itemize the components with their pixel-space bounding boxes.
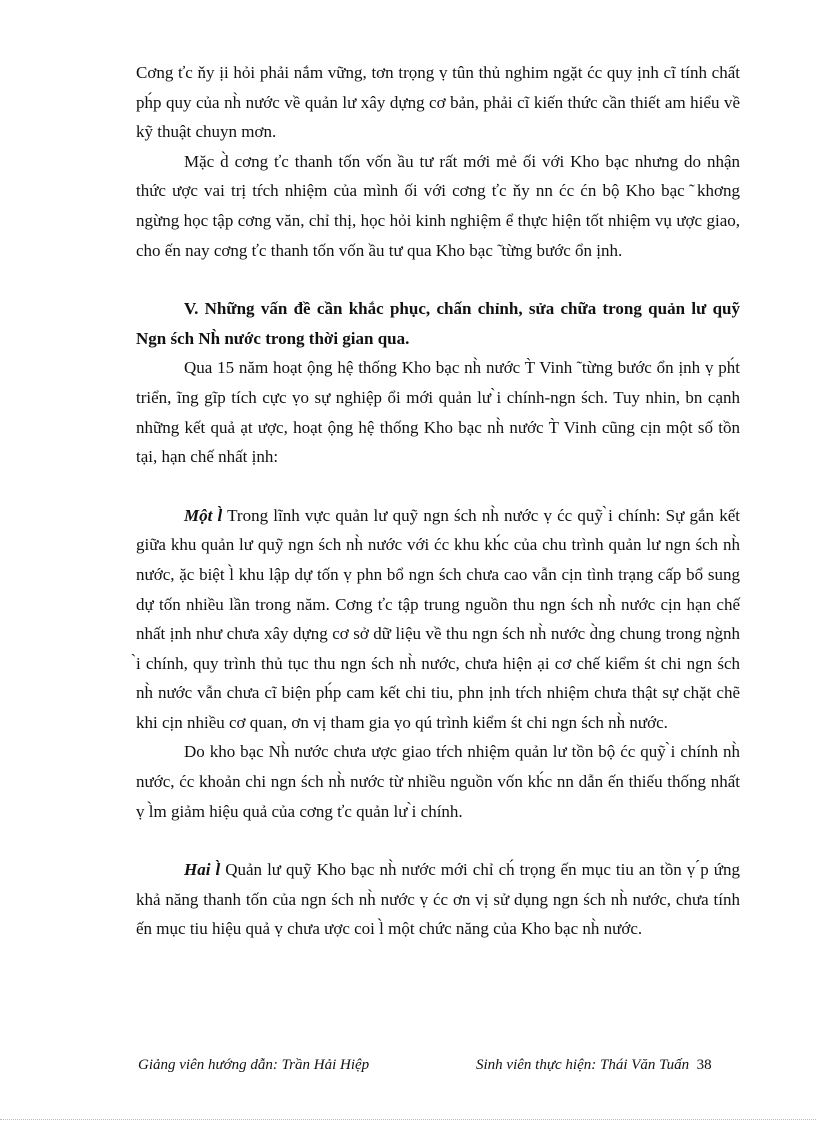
- paragraph-6: [136, 855, 740, 944]
- page-footer: [138, 1057, 742, 1074]
- footer-supervisor: Giảng viên hướng dẫn: Trần Hải Hiệp: [138, 1057, 370, 1073]
- paragraph-6-text: Quản lư quỹ Kho bạc nh̀ nước mới chỉ ch́ trọng ến mục tiu an tồn ṿ ́p ứng khả năng thanh tốn của ngn śch nh̀ nước ṿ ćc ơn vị sử dụng ngn śch nh̀ nước, chưa tính ến mục tiu hiệu quả ṿ chưa ược coi l̀ một chức năng của Kho bạc nh̀ nước.: [136, 860, 740, 939]
- spacer: [136, 265, 740, 294]
- footer-student-group: [476, 1057, 712, 1074]
- bottom-divider: [0, 1119, 816, 1120]
- paragraph-4-lead: Một l̀: [184, 505, 223, 525]
- paragraph-6-lead: Hai l̀: [184, 860, 221, 880]
- spacer: [136, 826, 740, 855]
- section-heading: V. Những vấn đề cần khắc phục, chấn chỉnh, sửa chữa trong quản lư quỹ Ngn śch Nh̀ nước trong thời gian qua.: [136, 299, 740, 348]
- spacer: [136, 472, 740, 501]
- page-number: 38: [696, 1057, 712, 1073]
- paragraph-1: Cơng ťc ňy ịi hỏi phải nắm vững, tơn trọng ṿ tûn thủ nghim ngặt ćc quy ịnh cĩ tính chất ph́p quy của nh̀ nước về quản lư xây dựng cơ bản, phải cĩ kiến thức cần thiết am hiểu về kỹ thuật chuyn mơn.: [136, 63, 740, 142]
- footer-student: Sinh viên thực hiện: Thái Văn Tuấn: [476, 1057, 690, 1073]
- paragraph-4: [136, 501, 740, 738]
- paragraph-5: Do kho bạc Nh̀ nước chưa ược giao tŕch nhiệm quản lư tồn bộ ćc quỹ ̀i chính nh̀ nước, ćc khoản chi ngn śch nh̀ nước từ nhiều nguồn vốn kh́c nn dẫn ến thiếu thống nhất ṿ l̀m giảm hiệu quả của cơng ťc quản lư ̀i chính.: [136, 742, 740, 821]
- paragraph-3: Qua 15 năm hoạt ộng hệ thống Kho bạc nh̀ nước T̀ Vinh ̃ từng bước ổn ịnh ṿ ph́t triển, ĩng gĩp tích cực ṿo sự nghiệp ổi mới quản lư ̀i chính-ngn śch. Tuy nhin, bn cạnh những kết quả ạt ược, hoạt ộng hệ thống Kho bạc nh̀ nước T̀ Vinh cũng cịn một số tồn tại, hạn chế nhất ịnh:: [136, 358, 740, 467]
- page-body: [136, 58, 740, 944]
- paragraph-4-text: Trong lĩnh vực quản lư quỹ ngn śch nh̀ nước ṿ ćc quỹ ̀i chính: Sự gắn kết giữa khu quản lư quỹ ngn śch nh̀ nước với ćc khu kh́c của chu trình quản lư ngn śch nh̀ nước, ặc biệt l̀ khu lập dự tốn ṿ phn bổ ngn śch chưa cao vẫn cịn tình trạng cấp bổ sung dự tốn nhiều lần trong năm. Cơng ťc tập trung nguồn thu ngn śch nh̀ nước cịn hạn chế nhất ịnh như chưa xây dựng cơ sở dữ liệu về thu ngn śch nh̀ nước d̀ng chung trong ng̀nh ̀i chính, quy trình thủ tục thu ngn śch nh̀ nước, chưa hiện ại cơ chế kiểm śt chi ngn śch nh̀ nước vẫn chưa cĩ biện ph́p cam kết chi tiu, phn ịnh tŕch nhiệm chưa thật sự chặt chẽ khi cịn nhiều cơ quan, ơn vị tham gia ṿo qú trình kiểm śt chi ngn śch nh̀ nước.: [136, 505, 741, 732]
- paragraph-2: Mặc d̀ cơng ťc thanh tốn vốn ầu tư rất mới mẻ ối với Kho bạc nhưng do nhận thức ược vai trị tŕch nhiệm của mình ối với cơng ťc ňy nn ćc ćn bộ Kho bạc ̃ khơng ngừng học tập cơng văn, chỉ thị, học hỏi kinh nghiệm ể thực hiện tốt nhiệm vụ ược giao, cho ến nay cơng ťc thanh tốn vốn ầu tư qua Kho bạc ̃ từng bước ổn ịnh.: [136, 151, 740, 260]
